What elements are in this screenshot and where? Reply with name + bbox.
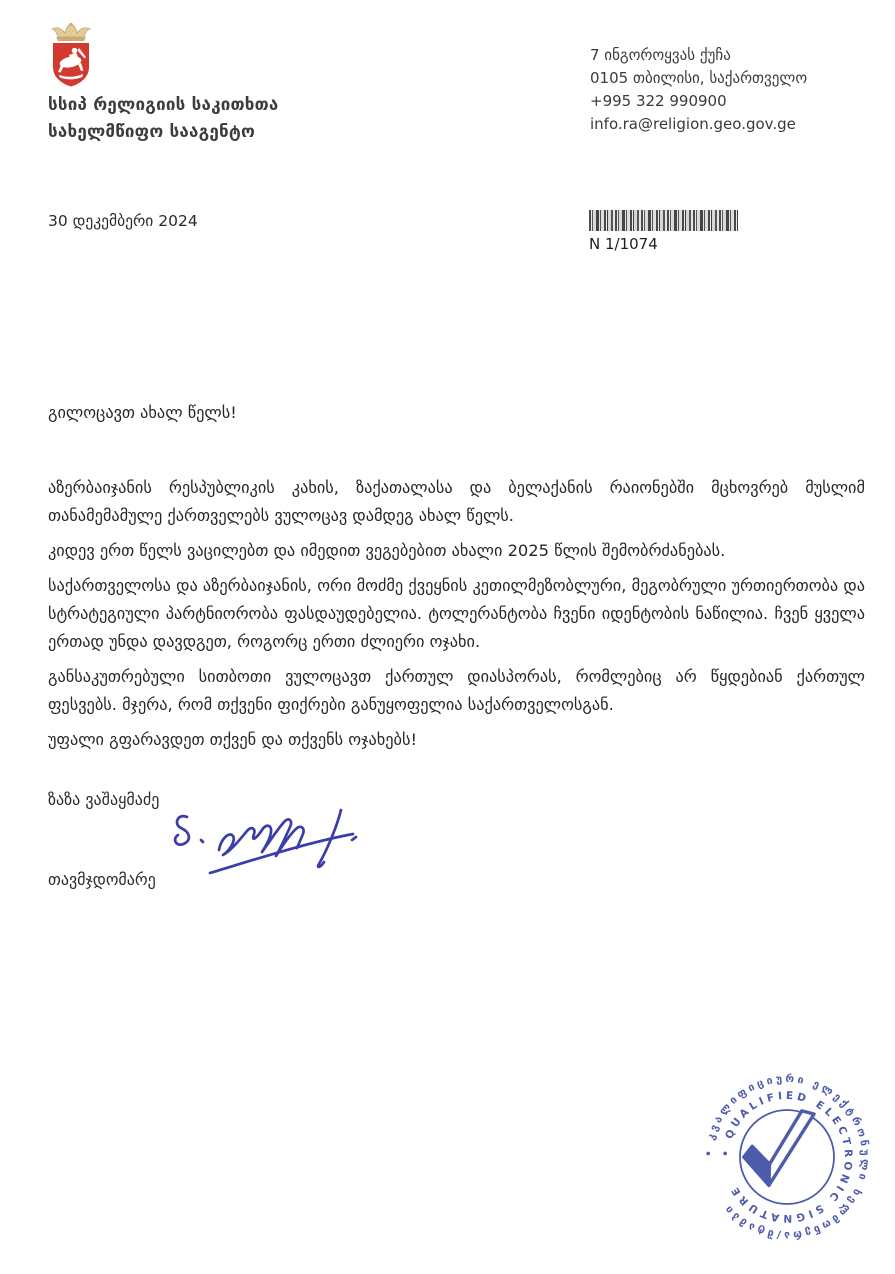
paragraph-2: კიდევ ერთ წელს ვაცილებთ და იმედით ვეგებებით ახალი 2025 წლის შემობრძანებას.: [48, 541, 726, 560]
letter-body: [48, 399, 865, 761]
paragraph-5: უფალი გფარავდეთ თქვენ და თქვენს ოჯახებს!: [48, 730, 417, 749]
agency-name-line2: სახელმწიფო სააგენტო: [48, 122, 256, 142]
checkmark-icon: [741, 1110, 819, 1187]
barcode: [589, 210, 738, 231]
reference-block: [589, 210, 749, 253]
crown-icon: [52, 23, 90, 41]
address-city: 0105 თბილისი, საქართველო: [590, 69, 808, 87]
paragraph-3: საქართველოსა და აზერბაიჯანის, ორი მოძმე ქვეყნის კეთილმეზობლური, მეგობრული ურთიერთობა და სტრატეგიული პარტნიორობა ფასდაუდებელია. ტოლერანტობა ჩვენი იდენტობის ნაწილია. ჩვენ ყველა ერთად უნდა დავდგეთ, როგორც ერთი ძლიერი ოჯახი.: [48, 576, 865, 651]
reference-number: N 1/1074: [589, 235, 658, 253]
paragraph-4: განსაკუთრებული სითბოთი ვულოცავთ ქართულ დიასპორას, რომლებიც არ წყდებიან ქართულ ფესვებს. მჯერა, რომ თქვენი ფიქრები განუყოფელია საქართველოსგან.: [48, 667, 865, 714]
email-address: info.ra@religion.geo.gov.ge: [590, 115, 796, 133]
qualified-electronic-signature-stamp: [692, 1062, 882, 1252]
handwritten-signature: [155, 798, 365, 888]
address-street: 7 ინგოროყვას ქუჩა: [590, 46, 731, 64]
stamp-inner-ring-textpath: • QUALIFIED ELECTRONIC SIGNATURE: [719, 1089, 855, 1225]
signatory-name: ზაზა ვაშაყმაძე: [48, 790, 160, 809]
letter-date: 30 დეკემბერი 2024: [48, 212, 198, 230]
phone-number: +995 322 990900: [590, 92, 727, 110]
signatory-title: თავმჯდომარე: [48, 870, 156, 889]
agency-name: [48, 92, 279, 146]
georgia-coat-of-arms-logo: [48, 22, 94, 88]
agency-name-line1: სსიპ რელიგიის საკითხთა: [48, 95, 279, 115]
greeting-line: გილოცავთ ახალ წელს!: [48, 403, 237, 422]
paragraph-1: აზერბაიჯანის რესპუბლიკის კახის, ზაქათალასა და ბელაქანის რაიონებში მცხოვრებ მუსლიმ თანამემამულე ქართველებს ვულოცავ დამდეგ ახალ წელს.: [48, 478, 865, 525]
agency-address-block: [590, 44, 807, 136]
stamp-outer-ring-textpath: • კვალიფიციური ელექტრონული ხელმოწერა/შტამპი: [702, 1072, 872, 1242]
